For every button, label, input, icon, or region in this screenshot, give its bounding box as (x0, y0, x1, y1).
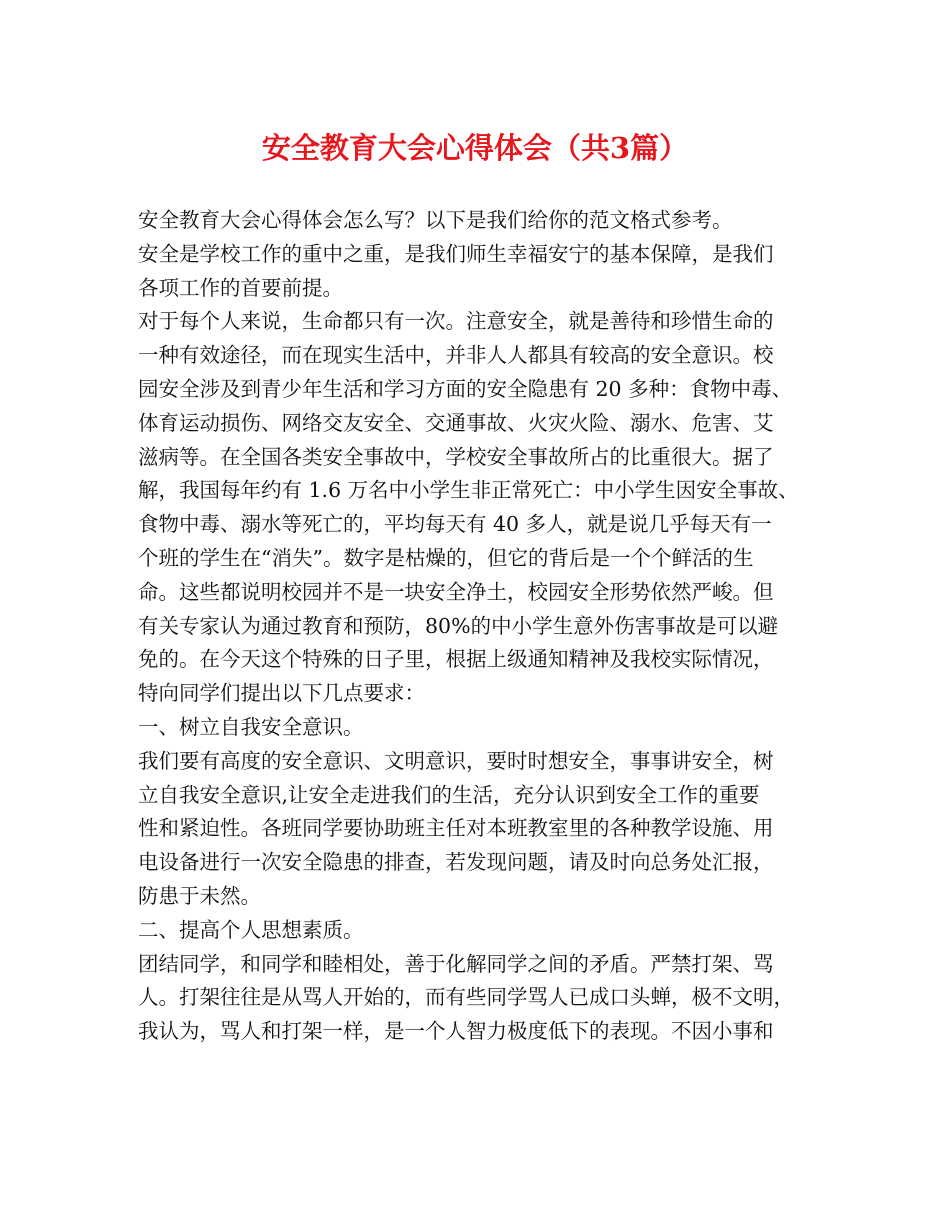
text-line: 食物中毒、溺水等死亡的，平均每天有 40 多人，就是说几乎每天有一 (138, 512, 772, 537)
text-line: 一、树立自我安全意识。 (138, 714, 364, 739)
text-line: 园安全涉及到青少年生活和学习方面的安全隐患有 20 多种：食物中毒、 (138, 376, 793, 401)
document-body (138, 204, 828, 1049)
text-line: 我们要有高度的安全意识、文明意识，要时时想安全，事事讲安全，树 (138, 748, 774, 773)
text-line: 有关专家认为通过教育和预防，80%的中小学生意外伤害事故是可以避 (138, 613, 779, 638)
text-line: 团结同学，和同学和睦相处，善于化解同学之间的矛盾。严禁打架、骂 (138, 951, 774, 976)
text-line: 体育运动损伤、网络交友安全、交通事故、火灾火险、溺水、危害、艾 (138, 410, 774, 435)
text-line: 特向同学们提出以下几点要求： (138, 681, 425, 706)
text-line: 人。打架往往是从骂人开始的，而有些同学骂人已成口头蝉，极不文明， (138, 985, 794, 1010)
text-line: 安全是学校工作的重中之重，是我们师生幸福安宁的基本保障，是我们 (138, 241, 774, 266)
text-line: 免的。在今天这个特殊的日子里，根据上级通知精神及我校实际情况， (138, 647, 774, 672)
text-line: 防患于未然。 (138, 883, 261, 908)
text-line: 对于每个人来说，生命都只有一次。注意安全，就是善待和珍惜生命的 (138, 309, 774, 334)
text-line: 命。这些都说明校园并不是一块安全净土，校园安全形势依然严峻。但 (138, 579, 774, 604)
document-title: 安全教育大会心得体会（共3篇） (261, 131, 689, 165)
text-line: 个班的学生在“消失”。数字是枯燥的，但它的背后是一个个鲜活的生 (138, 545, 754, 570)
text-line: 滋病等。在全国各类安全事故中，学校安全事故所占的比重很大。据了 (138, 444, 774, 469)
text-line: 性和紧迫性。各班同学要协助班主任对本班教室里的各种教学设施、用 (138, 816, 774, 841)
text-line: 安全教育大会心得体会怎么写？以下是我们给你的范文格式参考。 (138, 208, 733, 232)
text-line: 电设备进行一次安全隐患的排查，若发现问题，请及时向总务处汇报， (138, 850, 774, 875)
text-line: 立自我安全意识,让安全走进我们的生活，充分认识到安全工作的重要 (138, 782, 760, 807)
text-line: 二、提高个人思想素质。 (138, 917, 364, 942)
text-line: 我认为，骂人和打架一样，是一个人智力极度低下的表现。不因小事和 (138, 1019, 774, 1044)
text-line: 各项工作的首要前提。 (138, 275, 343, 300)
text-line: 解，我国每年约有 1.6 万名中小学生非正常死亡：中小学生因安全事故、 (138, 478, 799, 503)
text-line: 一种有效途径，而在现实生活中，并非人人都具有较高的安全意识。校 (138, 343, 774, 368)
